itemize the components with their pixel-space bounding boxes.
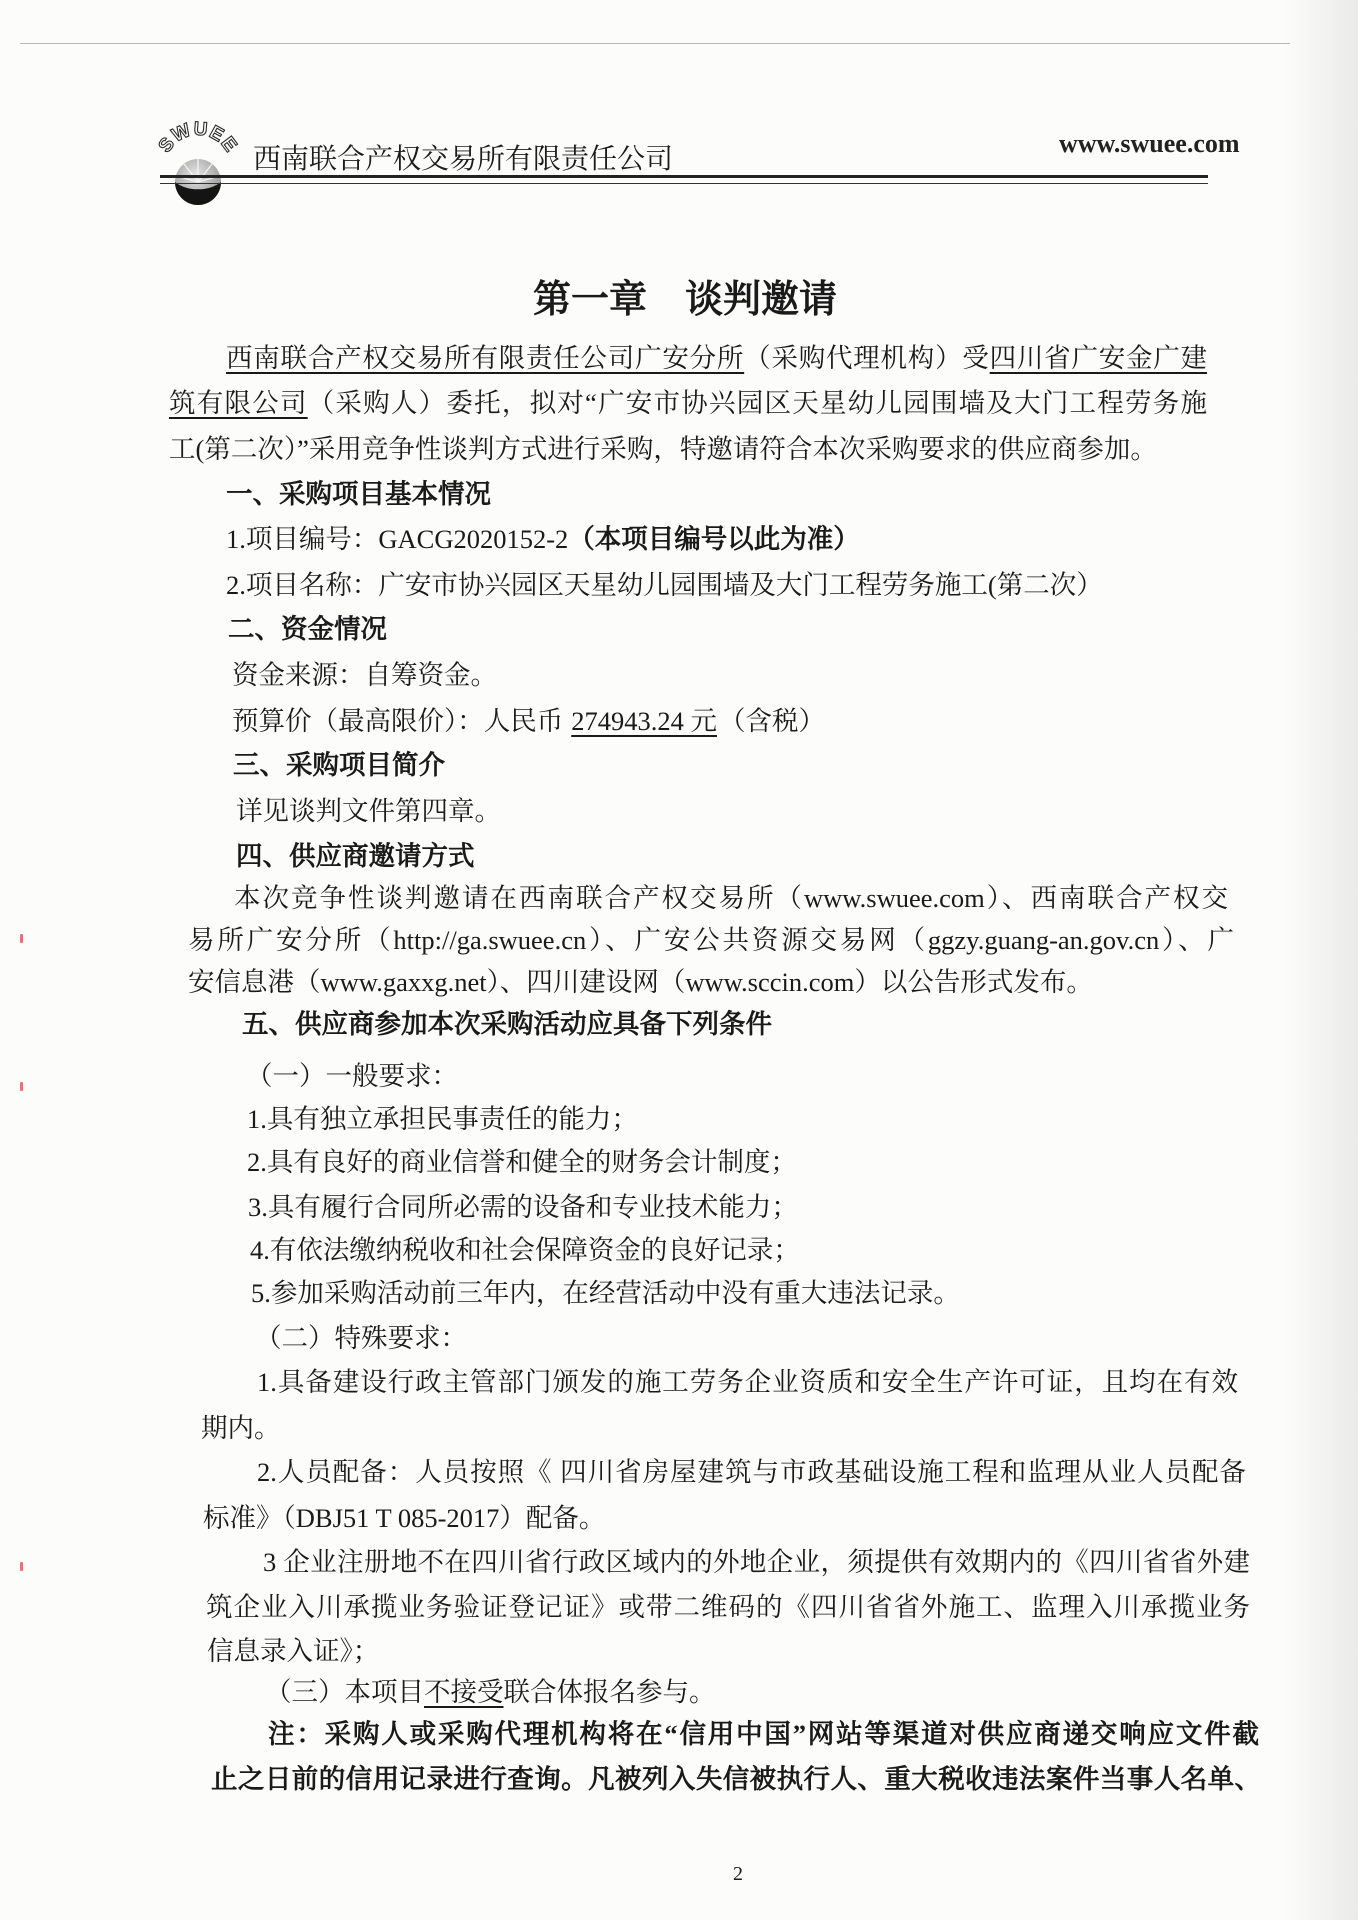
section-heading: 五、供应商参加本次采购活动应具备下列条件 <box>242 1009 772 1039</box>
consortium-suffix: 联合体报名参与。 <box>503 1677 716 1707</box>
purchaser-name: 筑有限公司 <box>169 388 308 418</box>
website-url: www.swuee.com <box>1059 129 1240 158</box>
consortium-emphasis: 不接受 <box>424 1677 504 1707</box>
scan-mark <box>20 1082 23 1091</box>
project-number <box>226 522 860 556</box>
section-text: 详见谈判文件第四章。 <box>236 796 501 826</box>
budget-amount: 274943.24 元 <box>571 706 717 736</box>
scan-edge-shadow <box>1283 0 1358 1920</box>
special-requirement-line: 3 企业注册地不在四川省行政区域内的外地企业，须提供有效期内的《四川省省外建 <box>263 1547 1250 1577</box>
scan-edge-line <box>20 43 1290 44</box>
intro-line: 工(第二次）”采用竞争性谈判方式进行采购，特邀请符合本次采购要求的供应商参加。 <box>169 434 1157 464</box>
requirement-item: 3.具有履行合同所必需的设备和专业技术能力； <box>248 1192 798 1222</box>
scan-mark <box>20 1562 23 1571</box>
intro-line <box>169 386 1207 420</box>
special-requirement-line: 信息录入证》； <box>207 1636 380 1666</box>
special-requirement-line: 1.具备建设行政主管部门颁发的施工劳务企业资质和安全生产许可证，且均在有效 <box>257 1367 1238 1397</box>
subsection-title: （二）特殊要求： <box>255 1323 467 1353</box>
budget-tax: （含税） <box>719 706 825 736</box>
project-number-value: 1.项目编号：GACG2020152-2 <box>226 524 569 554</box>
page-number: 2 <box>733 1863 743 1885</box>
section-heading: 一、采购项目基本情况 <box>226 479 491 509</box>
purchaser-name: 四川省广安金广建 <box>989 343 1208 373</box>
section-heading: 四、供应商邀请方式 <box>236 841 475 871</box>
budget-line <box>232 704 825 738</box>
intro-text: （采购人）委托，拟对“广安市协兴园区天星幼儿园围墙及大门工程劳务施 <box>307 388 1208 418</box>
agency-role: （采购代理机构）受 <box>744 343 990 373</box>
special-requirement-line: 2.人员配备：人员按照《 四川省房屋建筑与市政基础设施工程和监理从业人员配备 <box>257 1457 1246 1487</box>
section-heading: 三、采购项目简介 <box>233 750 445 780</box>
requirement-item: 4.有依法缴纳税收和社会保障资金的良好记录； <box>250 1235 800 1265</box>
fund-source: 资金来源：自筹资金。 <box>232 660 497 690</box>
special-requirement-line: 标准》（DBJ51 T 085-2017）配备。 <box>203 1503 606 1533</box>
requirement-item: 1.具有独立承担民事责任的能力； <box>247 1104 638 1134</box>
company-name: 西南联合产权交易所有限责任公司 <box>253 144 674 175</box>
special-requirement-line: 筑企业入川承揽业务验证登记证》或带二维码的《四川省省外施工、监理入川承揽业务 <box>206 1592 1250 1622</box>
chapter-title: 第一章 谈判邀请 <box>532 279 837 321</box>
logo-lettering: SWUEE <box>156 118 240 157</box>
procurement-agency: 西南联合产权交易所有限责任公司广安分所 <box>226 343 745 373</box>
invitation-line: 易所广安分所（http://ga.swuee.cn）、广安公共资源交易网（ggzy.guang-an.gov.cn）、广 <box>188 925 1234 955</box>
consortium-rule <box>265 1675 716 1709</box>
svg-text:SWUEE <box>156 119 240 157</box>
section-heading: 二、资金情况 <box>228 614 387 644</box>
invitation-line: 本次竞争性谈判邀请在西南联合产权交易所（www.swuee.com）、西南联合产权交 <box>234 883 1228 913</box>
credit-note-line: 注：采购人或采购代理机构将在“信用中国”网站等渠道对供应商递交响应文件截 <box>268 1719 1259 1749</box>
credit-note-line: 止之日前的信用记录进行查询。凡被列入失信被执行人、重大税收违法案件当事人名单、 <box>211 1764 1261 1794</box>
subsection-title: （一）一般要求： <box>246 1061 458 1091</box>
project-number-note: （本项目编号以此为准） <box>568 524 860 554</box>
swuee-logo <box>156 118 240 212</box>
budget-label: 预算价（最高限价）：人民币 <box>232 706 564 736</box>
scan-mark <box>20 934 23 943</box>
requirement-item: 5.参加采购活动前三年内，在经营活动中没有重大违法记录。 <box>251 1278 960 1308</box>
header-rule <box>160 183 1208 184</box>
project-name: 2.项目名称：广安市协兴园区天星幼儿园围墙及大门工程劳务施工(第二次） <box>226 570 1103 600</box>
header-rule <box>160 175 1208 178</box>
special-requirement-line: 期内。 <box>201 1413 281 1443</box>
consortium-prefix: （三）本项目 <box>265 1677 424 1707</box>
invitation-line: 安信息港（www.gaxxg.net）、四川建设网（www.sccin.com）以公告形式发布。 <box>188 967 1093 997</box>
intro-line <box>226 341 1207 375</box>
requirement-item: 2.具有良好的商业信誉和健全的财务会计制度； <box>247 1147 797 1177</box>
